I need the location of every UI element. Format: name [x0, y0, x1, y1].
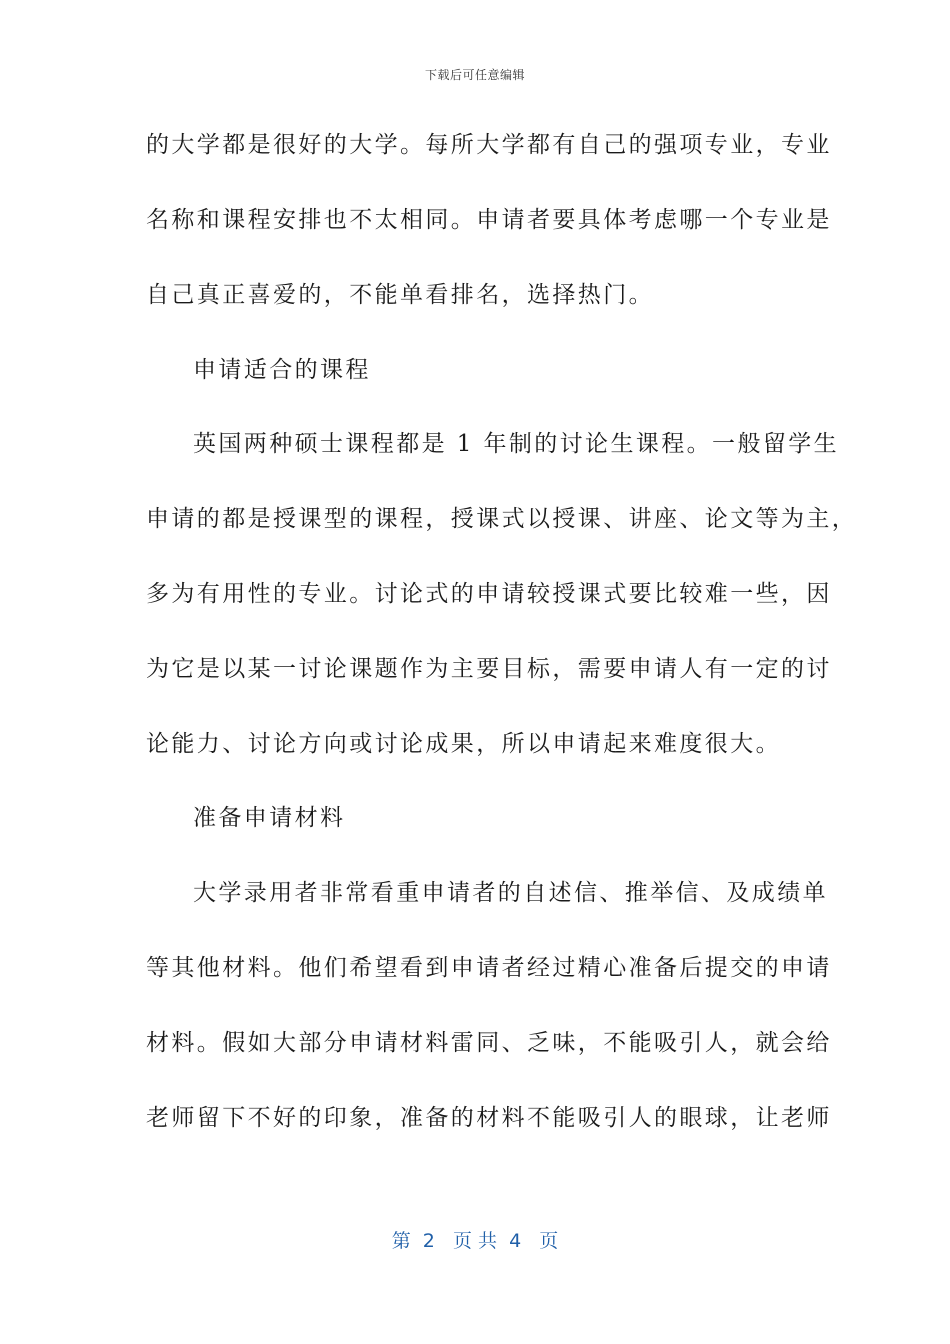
body-line-6: 多为有用性的专业。讨论式的申请较授课式要比较难一些，因	[146, 581, 832, 607]
section-heading-materials: 准备申请材料	[193, 805, 346, 831]
body-line-7: 为它是以某一讨论课题作为主要目标，需要申请人有一定的讨	[146, 656, 832, 682]
body-line-8: 论能力、讨论方向或讨论成果，所以申请起来难度很大。	[146, 731, 781, 757]
body-line-9: 大学录用者非常看重申请者的自述信、推举信、及成绩单	[193, 880, 828, 906]
body-line-3: 自己真正喜爱的，不能单看排名，选择热门。	[146, 282, 654, 308]
body-line-5: 申请的都是授课型的课程，授课式以授课、讲座、论文等为主，	[146, 506, 858, 532]
section-heading-courses: 申请适合的课程	[193, 357, 371, 383]
body-line-12: 老师留下不好的印象，准备的材料不能吸引人的眼球，让老师	[146, 1105, 832, 1131]
header-note: 下载后可任意编辑	[424, 68, 525, 82]
body-line-10: 等其他材料。他们希望看到申请者经过精心准备后提交的申请	[146, 955, 832, 981]
page-number-footer: 第 2 页 共 4 页	[391, 1230, 559, 1252]
body-line-2: 名称和课程安排也不太相同。申请者要具体考虑哪一个专业是	[146, 207, 832, 233]
body-line-1: 的大学都是很好的大学。每所大学都有自己的强项专业，专业	[146, 132, 832, 158]
body-line-11: 材料。假如大部分申请材料雷同、乏味，不能吸引人，就会给	[146, 1030, 832, 1056]
body-line-4: 英国两种硕士课程都是 1 年制的讨论生课程。一般留学生	[193, 431, 840, 457]
